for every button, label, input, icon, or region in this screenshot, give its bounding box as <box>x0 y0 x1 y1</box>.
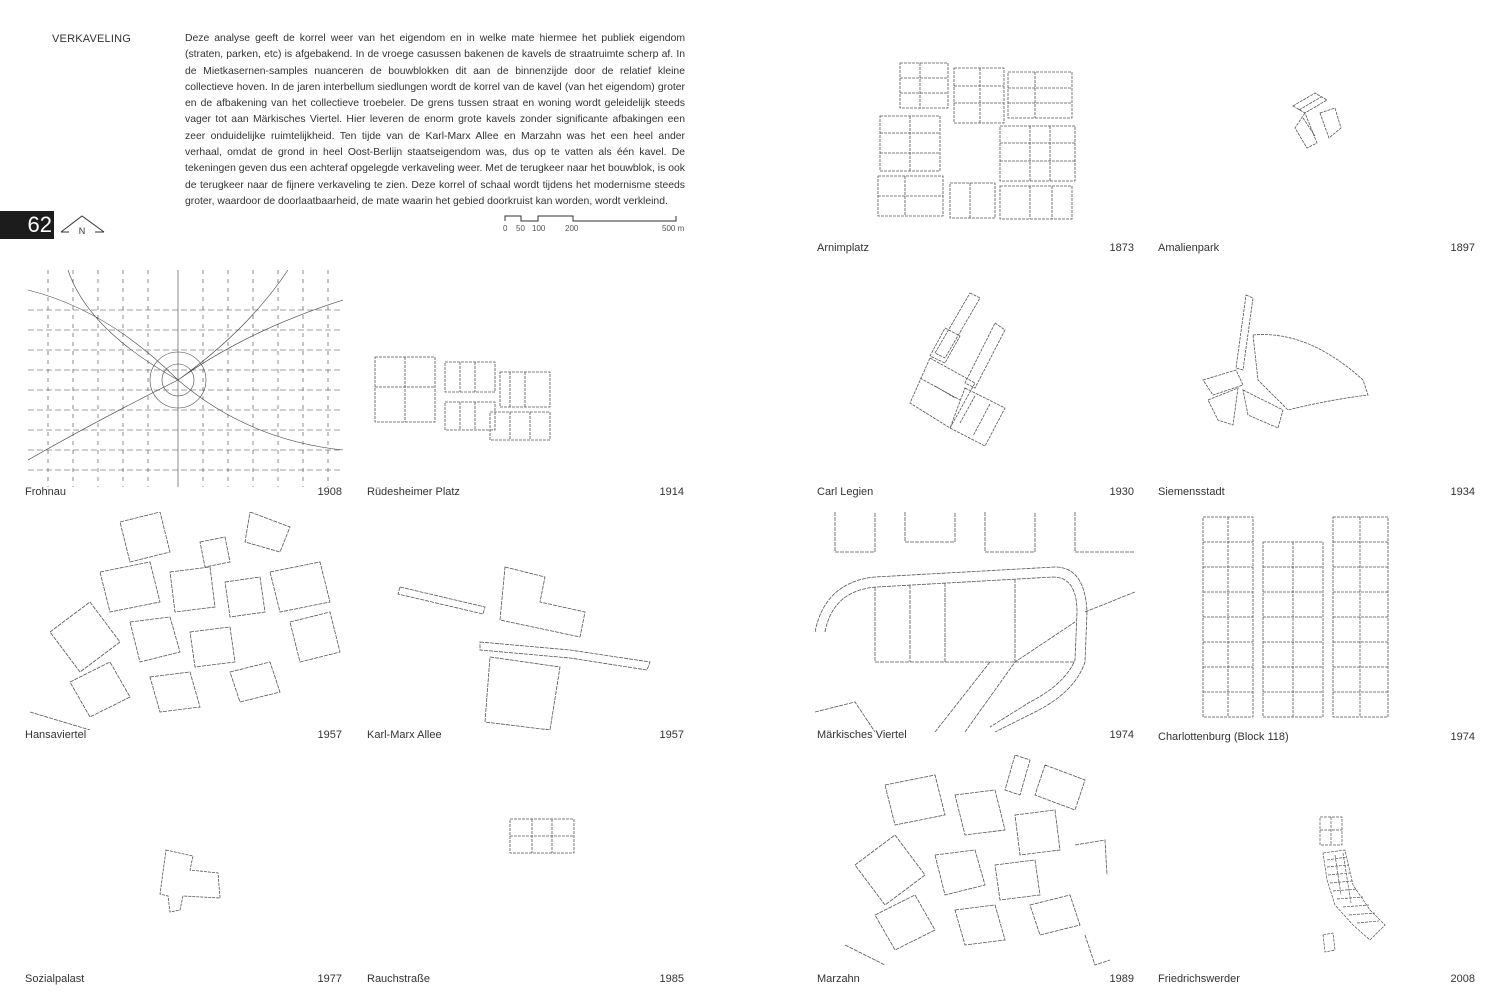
case-year: 1985 <box>659 973 684 985</box>
case-year: 1989 <box>1109 973 1134 985</box>
case-label: Charlottenburg (Block 118) <box>1158 731 1289 743</box>
case-year: 1974 <box>1109 729 1134 741</box>
case-label: Hansaviertel <box>25 729 87 741</box>
map-sozialpalast <box>158 848 223 923</box>
intro-paragraph: Deze analyse geeft de korrel weer van het eigendom en in welke mate hiermee het publiek eigendom (straten, parken, etc) is afgebakend. In de vroege casussen bakenen de kavels de straatruimte scherp af. In de Mietkasernen-samples nuanceren de bouwblokken dit aan de binnenzijde door de relatief kleine collectieve hoven. In de jaren interbellum siedlungen wordt de korrel van de kavel (van het eigendom) groter en de afbakening van het collectieve troebeler. De grens tussen straat en woning wordt geleidelijk steeds vager tot aan Märkisches Viertel. Hier leveren de enorm grote kavels zonder significante afbakingen een zeer onduidelijke ruimtelijkheid. Ten tijde van de Karl-Marx Allee en Marzahn was het een heel ander verhaal, omdat de grond in heel Oost-Berlijn staatseigendom was, dus op te vatten als één kavel. De tekeningen geven dus een achteraf opgelegde verkaveling weer. Met de terugkeer naar het bouwblok, is ook de terugkeer naar de fijnere verkaveling te zien. Deze korrel of schaal wordt tijdens het modernisme steeds groter, waardoor de doorlaatbaarheid, de mate waarin het gebied doorkruist kan worden, wordt verkleind. <box>185 33 685 207</box>
case-label: Märkisches Viertel <box>817 729 907 741</box>
north-arrow-icon <box>60 213 106 237</box>
case-label: Frohnau <box>25 486 66 498</box>
case-year: 2008 <box>1450 973 1475 985</box>
map-karl-marx-allee <box>385 562 675 730</box>
case-year: 1957 <box>317 729 342 741</box>
case-label: Sozialpalast <box>25 973 85 985</box>
case-year: 1873 <box>1109 242 1134 254</box>
case-year: 1930 <box>1109 486 1134 498</box>
scale-tick-0: 0 <box>503 224 508 233</box>
case-year: 1934 <box>1450 486 1475 498</box>
page-number: 62 <box>0 211 54 239</box>
case-year: 1977 <box>317 973 342 985</box>
case-label: Rauchstraße <box>367 973 430 985</box>
scale-tick-200: 200 <box>565 224 579 233</box>
map-charlottenburg <box>1198 512 1398 727</box>
scale-end-label: 500 m <box>662 224 685 233</box>
map-carl-legien <box>905 288 1010 448</box>
case-year: 1957 <box>659 729 684 741</box>
case-label: Marzahn <box>817 973 860 985</box>
case-label: Amalienpark <box>1158 242 1220 254</box>
section-title: VERKAVELING <box>52 33 132 45</box>
map-rudesheimer-platz <box>370 352 555 442</box>
case-label: Siemensstadt <box>1158 486 1225 498</box>
map-arnimplatz <box>870 58 1085 223</box>
case-label: Arnimplatz <box>817 242 869 254</box>
case-year: 1897 <box>1450 242 1475 254</box>
north-label: N <box>78 226 86 236</box>
case-year: 1908 <box>317 486 342 498</box>
map-friedrichswerder <box>1315 815 1395 965</box>
map-rauchstrasse <box>507 816 577 856</box>
map-amalienpark <box>1285 88 1345 153</box>
scale-bar <box>498 212 690 234</box>
map-markisches-viertel <box>815 512 1135 732</box>
map-siemensstadt <box>1198 290 1373 430</box>
case-label: Friedrichswerder <box>1158 973 1240 985</box>
case-label: Karl-Marx Allee <box>367 729 442 741</box>
scale-tick-100: 100 <box>532 224 546 233</box>
scale-tick-50: 50 <box>516 224 525 233</box>
map-marzahn <box>845 755 1115 970</box>
map-hansaviertel <box>30 512 343 730</box>
case-year: 1974 <box>1450 731 1475 743</box>
case-label: Carl Legien <box>817 486 874 498</box>
map-frohnau <box>28 270 343 487</box>
case-year: 1914 <box>659 486 684 498</box>
case-label: Rüdesheimer Platz <box>367 486 460 498</box>
